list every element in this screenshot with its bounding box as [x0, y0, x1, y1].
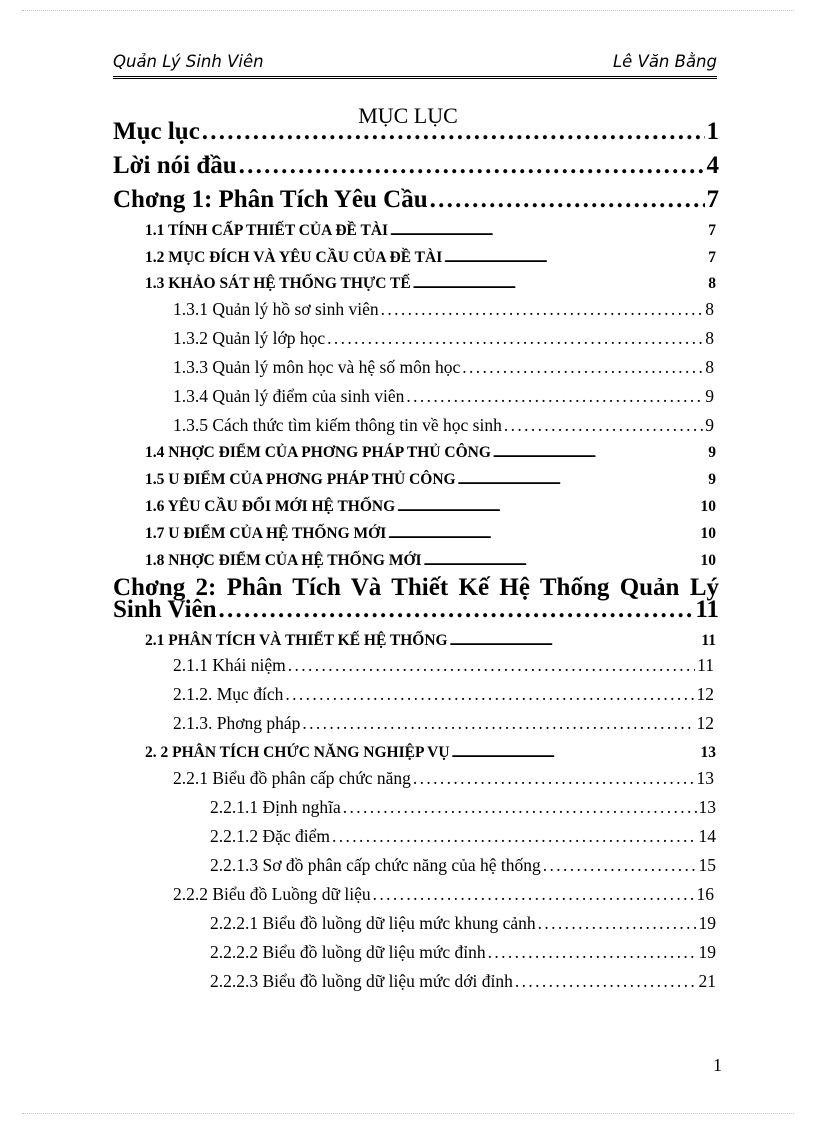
toc-entry-2-2-1-2[interactable] — [210, 826, 716, 847]
toc-entry-label: 2. 2 PHÂN TÍCH CHỨC NĂNG NGHIỆP VỤ — [145, 744, 450, 761]
toc-entry-2-1-3[interactable] — [173, 713, 714, 734]
toc-entry-label: Chơng 1: Phân Tích Yêu Cầu — [113, 186, 428, 213]
toc-entry-label: 2.1.2. Mục đích — [173, 684, 284, 704]
dot-leader — [538, 913, 697, 934]
toc-entry-page: 8 — [705, 328, 714, 348]
dot-leader — [219, 596, 694, 624]
toc-entry-muc-luc[interactable] — [113, 118, 719, 146]
dot-leader — [462, 357, 703, 378]
dot-leader — [504, 415, 703, 436]
dot-leader — [202, 118, 705, 146]
dot-leader — [515, 971, 697, 992]
toc-entry-label: 1.7 U ĐIỂM CỦA HỆ THỐNG MỚI — [145, 525, 387, 542]
dot-leader — [390, 222, 706, 240]
toc-entry-label: 1.5 U ĐIỂM CỦA PHƠNG PHÁP THỦ CÔNG — [145, 471, 456, 488]
toc-entry-label: 2.1 PHÂN TÍCH VÀ THIẾT KẾ HỆ THỐNG — [145, 632, 448, 649]
toc-entry-label: 1.2 MỤC ĐÍCH VÀ YÊU CẦU CỦA ĐỀ TÀI — [145, 249, 443, 266]
toc-entry-page: 7 — [708, 249, 716, 266]
toc-entry-2-2-1-1[interactable] — [210, 797, 716, 818]
toc-entry-1-1[interactable] — [145, 222, 716, 240]
dot-leader — [406, 386, 703, 407]
toc-entry-label: 1.8 NHỢC ĐIỂM CỦA HỆ THỐNG MỚI — [145, 552, 422, 569]
toc-entry-label: Lời nói đầu — [113, 152, 237, 179]
toc-entry-label: 2.2.1.3 Sơ đồ phân cấp chức năng của hệ thống — [210, 855, 541, 875]
dot-leader — [543, 855, 697, 876]
toc-entry-loi-noi-dau[interactable] — [113, 152, 719, 180]
toc-entry-label-line2: Sinh Viên — [113, 596, 217, 623]
toc-entry-label: Chơng 2: Phân Tích Và Thiết Kế Hệ Thống Quản Lý — [113, 574, 719, 601]
toc-entry-label: 1.3.1 Quản lý hồ sơ sinh viên — [173, 299, 379, 319]
dot-leader — [397, 498, 698, 516]
toc-entry-page: 4 — [706, 152, 719, 179]
dot-leader — [388, 525, 698, 543]
toc-entry-2-1-2[interactable] — [173, 684, 714, 705]
toc-entry-page: 12 — [696, 713, 714, 733]
dot-leader — [444, 249, 706, 267]
toc-entry-2-2-2-2[interactable] — [210, 942, 716, 963]
toc-entry-label: 1.3.5 Cách thức tìm kiếm thông tin về học sinh — [173, 415, 502, 435]
dot-leader — [327, 328, 703, 349]
toc-entry-1-3-1[interactable] — [173, 299, 714, 320]
toc-entry-page: 10 — [700, 552, 716, 569]
dot-leader — [288, 655, 695, 676]
dot-leader — [493, 444, 706, 462]
toc-entry-label: 1.3 KHẢO SÁT HỆ THỐNG THỰC TẾ — [145, 275, 411, 292]
dot-leader — [413, 275, 707, 293]
toc-entry-page: 21 — [698, 971, 716, 991]
dot-leader — [302, 713, 694, 734]
toc-entry-label: 2.1.3. Phơng pháp — [173, 713, 301, 733]
toc-title: MỤC LỤC — [358, 103, 458, 128]
toc-entry-page: 13 — [696, 768, 714, 788]
toc-entry-2-2-2-1[interactable] — [210, 913, 716, 934]
toc-entry-2-2-2-3[interactable] — [210, 971, 716, 992]
header-title: Quản Lý Sinh Viên — [113, 52, 264, 71]
dot-leader — [458, 471, 707, 489]
toc-entry-label: 2.1.1 Khái niệm — [173, 655, 286, 675]
toc-entry-page: 10 — [700, 525, 716, 542]
dot-leader — [450, 632, 700, 650]
toc-entry-page: 16 — [696, 884, 714, 904]
toc-entry-2-1-1[interactable] — [173, 655, 714, 676]
toc-entry-page: 7 — [706, 186, 719, 213]
toc-entry-1-7[interactable] — [145, 525, 716, 543]
header-author: Lê Văn Bằng — [612, 52, 717, 71]
dot-leader — [488, 942, 697, 963]
toc-entry-page: 9 — [708, 471, 716, 488]
dot-leader — [413, 768, 695, 789]
toc-entry-page: 12 — [696, 684, 714, 704]
running-header — [113, 50, 717, 79]
toc-entry-page: 14 — [698, 826, 716, 846]
toc-entry-page: 8 — [705, 357, 714, 377]
toc-entry-page: 8 — [708, 275, 716, 292]
toc-entry-page: 13 — [698, 797, 716, 817]
toc-entry-2-1[interactable] — [145, 632, 716, 650]
toc-entry-page: 9 — [705, 386, 714, 406]
toc-entry-2-2-2[interactable] — [173, 884, 714, 905]
dot-leader — [343, 797, 697, 818]
toc-entry-1-3-2[interactable] — [173, 328, 714, 349]
toc-entry-label: 2.2.2.2 Biểu đồ luồng dữ liệu mức đỉnh — [210, 942, 486, 962]
toc-entry-1-3-4[interactable] — [173, 386, 714, 407]
toc-entry-label: 2.2.2.3 Biểu đồ luồng dữ liệu mức dới đỉnh — [210, 971, 513, 991]
toc-entry-page: 8 — [705, 299, 714, 319]
toc-entry-label: 1.3.4 Quản lý điểm của sinh viên — [173, 386, 405, 406]
toc-entry-1-6[interactable] — [145, 498, 716, 516]
toc-entry-chapter-2[interactable] — [113, 596, 719, 624]
toc-entry-1-3-3[interactable] — [173, 357, 714, 378]
toc-entry-page: 10 — [700, 498, 716, 515]
toc-entry-1-8[interactable] — [145, 552, 716, 570]
toc-entry-page: 7 — [708, 222, 716, 239]
toc-entry-1-5[interactable] — [145, 471, 716, 489]
toc-entry-label: 1.4 NHỢC ĐIỂM CỦA PHƠNG PHÁP THỦ CÔNG — [145, 444, 491, 461]
toc-entry-1-3-5[interactable] — [173, 415, 714, 436]
toc-entry-page: 19 — [698, 942, 716, 962]
toc-entry-page: 13 — [700, 744, 716, 761]
toc-entry-page: 11 — [701, 632, 716, 649]
toc-entry-2-2[interactable] — [145, 744, 716, 762]
toc-entry-1-2[interactable] — [145, 249, 716, 267]
toc-entry-page: 11 — [697, 655, 714, 675]
toc-entry-label: 1.3.3 Quản lý môn học và hệ số môn học — [173, 357, 461, 377]
dot-leader — [430, 186, 705, 214]
toc-entry-label: 2.2.1 Biểu đồ phân cấp chức năng — [173, 768, 411, 788]
toc-entry-label: 2.2.1.1 Định nghĩa — [210, 797, 341, 817]
toc-entry-page: 19 — [698, 913, 716, 933]
toc-entry-2-2-1-3[interactable] — [210, 855, 716, 876]
toc-entry-1-4[interactable] — [145, 444, 716, 462]
dot-leader — [239, 152, 705, 180]
dot-leader — [285, 684, 694, 705]
toc-entry-1-3[interactable] — [145, 275, 716, 293]
toc-entry-page: 15 — [698, 855, 716, 875]
toc-entry-page: 11 — [695, 596, 719, 623]
toc-entry-label: 2.2.2 Biểu đồ Luồng dữ liệu — [173, 884, 371, 904]
toc-entry-label: 2.2.2.1 Biểu đồ luồng dữ liệu mức khung cảnh — [210, 913, 536, 933]
toc-entry-label: 1.6 YÊU CẦU ĐỔI MỚI HỆ THỐNG — [145, 498, 396, 515]
dot-leader — [452, 744, 699, 762]
dot-leader — [332, 826, 696, 847]
toc-entry-chapter-1[interactable] — [113, 186, 719, 214]
toc-entry-label: 1.1 TÍNH CẤP THIẾT CỦA ĐỀ TÀI — [145, 222, 389, 239]
toc-entry-page: 1 — [706, 118, 719, 145]
toc-entry-2-2-1[interactable] — [173, 768, 714, 789]
toc-entry-label: Mục lục — [113, 118, 200, 145]
dot-leader — [424, 552, 699, 570]
toc-entry-page: 9 — [708, 444, 716, 461]
page-number: 1 — [713, 1055, 722, 1075]
dot-leader — [381, 299, 704, 320]
toc-entry-page: 9 — [705, 415, 714, 435]
toc-entry-label: 1.3.2 Quản lý lớp học — [173, 328, 326, 348]
toc-entry-label: 2.2.1.2 Đặc điểm — [210, 826, 331, 846]
dot-leader — [373, 884, 695, 905]
